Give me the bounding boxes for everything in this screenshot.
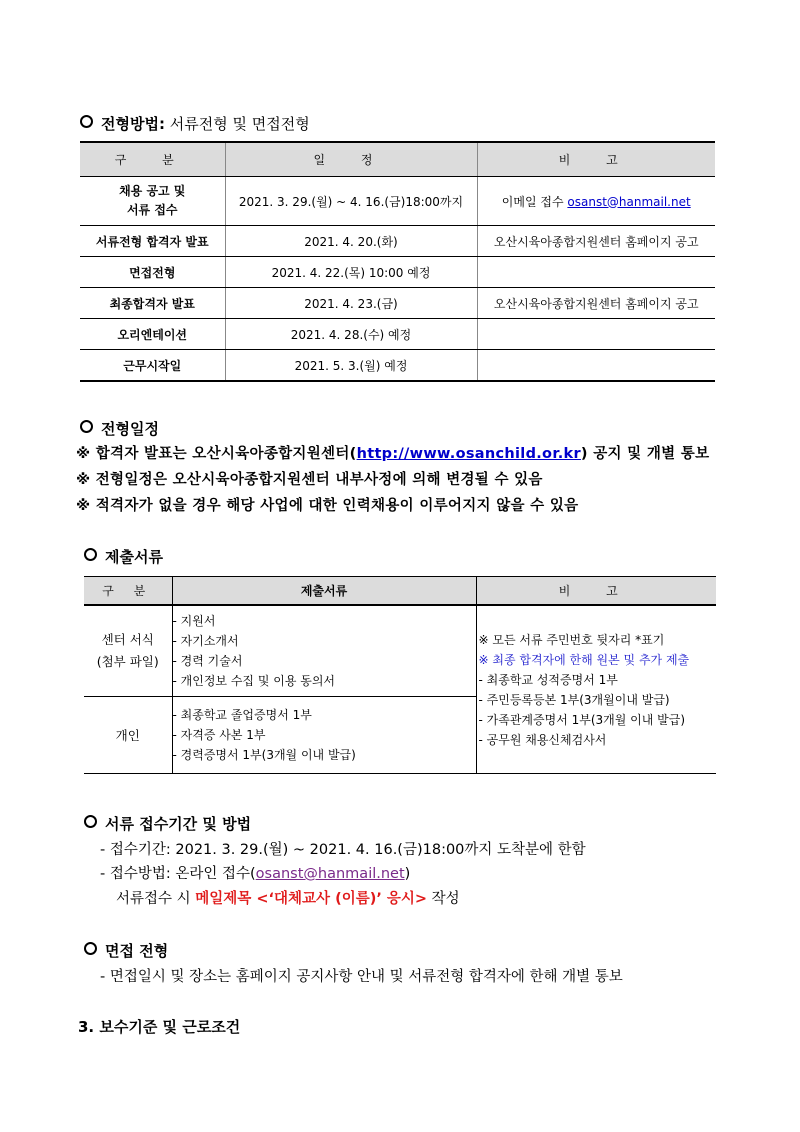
table-cell: 2021. 4. 22.(목) 10:00 예정: [225, 257, 477, 288]
email-link[interactable]: osanst@hanmail.net: [255, 866, 405, 882]
list-item: - 최종학교 성적증명서 1부: [478, 672, 618, 687]
section-3-title: 3. 보수기준 및 근로조건: [78, 1018, 241, 1036]
table-cell: 오산시육아종합지원센터 홈페이지 공고: [477, 288, 715, 319]
list-item: - 자격증 사본 1부: [172, 728, 266, 742]
list-item: - 최종학교 졸업증명서 1부: [172, 708, 312, 722]
table-header: 구 분: [84, 577, 172, 606]
table-cell: 서류전형 합격자 발표: [80, 226, 225, 257]
table-row: [80, 319, 715, 350]
remarks-cell: ※ 모든 서류 주민번호 뒷자리 *표기 ※ 최종 합격자에 한해 원본 및 추가 제출 - 최종학교 성적증명서 1부 - 주민등록등본 1부(3개월이내 발급) - 가족관계증명서 1부(3개월 이내 발급) - 공무원 채용신체검사서: [476, 605, 716, 774]
personal-label: 개인: [84, 697, 172, 774]
table-cell: 근무시작일: [80, 350, 225, 382]
receipt-period: - 접수기간: 2021. 3. 29.(월) ~ 2021. 4. 16.(금)18:00까지 도착분에 한함: [100, 842, 586, 858]
method-heading: 전형방법: 서류전형 및 면접전형: [80, 113, 310, 134]
circle-bullet-icon: [80, 115, 93, 128]
table-cell: 2021. 4. 20.(화): [225, 226, 477, 257]
personal-list: [172, 697, 476, 774]
list-item: - 지원서: [172, 614, 216, 628]
list-item: - 공무원 채용신체검사서: [478, 732, 607, 747]
table-cell: 2021. 3. 29.(월) ~ 4. 16.(금)18:00까지: [225, 177, 477, 226]
center-form-label: 센터 서식 (첨부 파일): [84, 605, 172, 697]
table-row: [80, 288, 715, 319]
table-cell: [477, 257, 715, 288]
documents-table: [84, 576, 716, 774]
documents-heading: 제출서류: [84, 546, 163, 567]
receipt-subject: 서류접수 시 메일제목 <‘대체교사 (이름)’ 응시> 작성: [116, 891, 460, 907]
list-item: - 자기소개서: [172, 634, 239, 648]
table-cell: 오리엔테이션: [80, 319, 225, 350]
table-header: 일 정: [225, 142, 477, 177]
schedule-notice-3: ※ 적격자가 없을 경우 해당 사업에 대한 인력채용이 이루어지지 않을 수 있음: [76, 498, 579, 514]
table-cell: [477, 350, 715, 382]
receipt-heading: 서류 접수기간 및 방법: [84, 813, 251, 834]
list-item: - 개인정보 수집 및 이용 동의서: [172, 674, 336, 688]
table-cell: 최종합격자 발표: [80, 288, 225, 319]
table-header: 제출서류: [172, 577, 476, 606]
table-row: [80, 177, 715, 226]
table-cell: 오산시육아종합지원센터 홈페이지 공고: [477, 226, 715, 257]
table-row: [80, 257, 715, 288]
method-table: [80, 141, 715, 382]
table-header: 비 고: [476, 577, 716, 606]
interview-heading: 면접 전형: [84, 940, 168, 961]
table-cell: 2021. 4. 23.(금): [225, 288, 477, 319]
table-header-row: [80, 142, 715, 177]
table-cell: 이메일 접수 osanst@hanmail.net: [477, 177, 715, 226]
table-cell: 면접전형: [80, 257, 225, 288]
list-item: - 경력 기술서: [172, 654, 243, 668]
interview-line: - 면접일시 및 장소는 홈페이지 공지사항 안내 및 서류전형 합격자에 한해 개별 통보: [100, 969, 623, 985]
schedule-heading: 전형일정: [80, 418, 159, 439]
circle-bullet-icon: [84, 815, 97, 828]
table-cell: 2021. 4. 28.(수) 예정: [225, 319, 477, 350]
schedule-notice-1: ※ 합격자 발표는 오산시육아종합지원센터(http://www.osanchild.or.kr) 공지 및 개별 통보: [76, 446, 710, 462]
circle-bullet-icon: [84, 942, 97, 955]
table-cell: 2021. 5. 3.(월) 예정: [225, 350, 477, 382]
center-form-list: [172, 605, 476, 697]
schedule-notice-2: ※ 전형일정은 오산시육아종합지원센터 내부사정에 의해 변경될 수 있음: [76, 472, 543, 488]
table-cell: 채용 공고 및 서류 접수: [80, 177, 225, 226]
table-row: [80, 226, 715, 257]
receipt-method: - 접수방법: 온라인 접수(osanst@hanmail.net): [100, 866, 411, 882]
list-item: - 주민등록등본 1부(3개월이내 발급): [478, 692, 670, 707]
table-header-row: [84, 577, 716, 606]
website-link[interactable]: http://www.osanchild.or.kr: [356, 446, 581, 462]
table-cell: [477, 319, 715, 350]
list-item: - 가족관계증명서 1부(3개월 이내 발급): [478, 712, 686, 727]
table-row: [80, 350, 715, 382]
table-header: 구 분: [80, 142, 225, 177]
table-header: 비 고: [477, 142, 715, 177]
email-link[interactable]: osanst@hanmail.net: [567, 194, 691, 209]
table-row: [84, 605, 716, 697]
list-item: - 경력증명서 1부(3개월 이내 발급): [172, 748, 356, 762]
circle-bullet-icon: [80, 420, 93, 433]
circle-bullet-icon: [84, 548, 97, 561]
